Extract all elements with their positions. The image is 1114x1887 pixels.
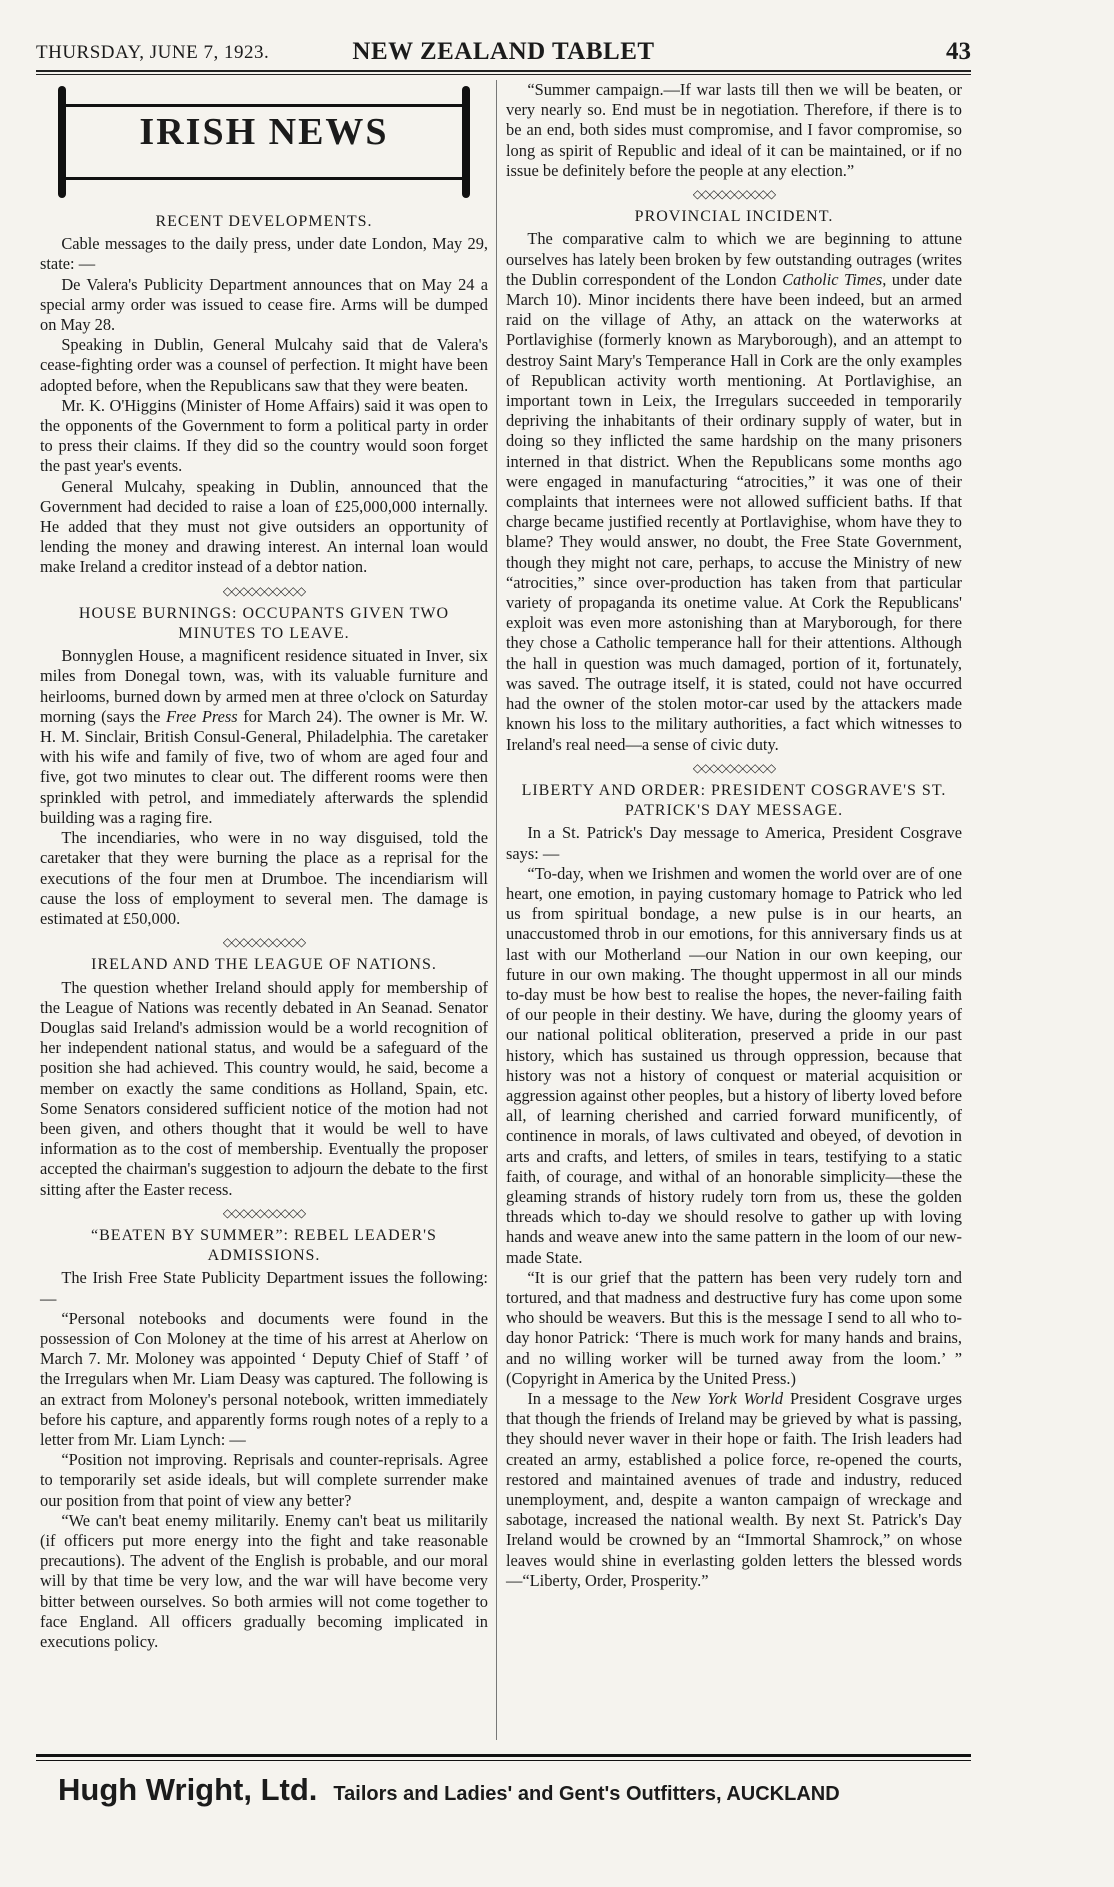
ornament-divider: ◇◇◇◇◇◇◇◇◇◇ (222, 583, 306, 598)
advertisement-footer (58, 1772, 988, 1812)
ornament-divider: ◇◇◇◇◇◇◇◇◇◇ (692, 187, 776, 202)
ornament-divider: ◇◇◇◇◇◇◇◇◇◇ (692, 760, 776, 775)
article-paragraph: “Personal notebooks and documents were found in the possession of Con Moloney at the time of his arrest at Aherlow on March 7. Mr. Moloney was appointed ‘ Deputy Chief of Staff ’ of the Irregulars when Mr. Liam Deasy was captured. The following is an extract from Moloney's personal notebook, written immediately before his capture, and apparently forms rough notes of a reply to a letter from Mr. Liam Lynch: — (40, 1308, 488, 1449)
article-paragraph: Cable messages to the daily press, under date London, May 29, state: — (40, 234, 488, 274)
masthead-rule-thin (36, 74, 971, 75)
right-column (506, 80, 962, 1591)
article-heading: HOUSE BURNINGS: OCCUPANTS GIVEN TWO MINUTES TO LEAVE. (78, 604, 450, 643)
masthead-rule (36, 70, 971, 72)
ornament-divider: ◇◇◇◇◇◇◇◇◇◇ (222, 1205, 306, 1220)
article-paragraph: De Valera's Publicity Department announces that on May 24 a special army order was issued to cease fire. Arms will be dumped on May 28. (40, 274, 488, 335)
issue-date: THURSDAY, JUNE 7, 1923. (36, 42, 270, 63)
article-paragraph: Speaking in Dublin, General Mulcahy said that de Valera's cease-fighting order was a counsel of perfection. It might have been adopted before, when the Republicans saw that they were beaten. (40, 335, 488, 395)
publication-name: New York World (671, 1389, 784, 1408)
article-paragraph: In a St. Patrick's Day message to America, President Cosgrave says: — (506, 823, 962, 863)
publication-title: NEW ZEALAND TABLET (352, 38, 655, 65)
article-paragraph: “To-day, when we Irishmen and women the world over are of one heart, one emotion, in paying customary homage to Patrick who led us from spiritual bondage, a new pulse is in our hearts, an unaccustomed throb in our emotions, for this anniversary finds us at last with our Motherland —our Nation in our own keeping, our future in our own making. The thought uppermost in all our minds to-day must be how best to realise the hopes, the never-failing faith of our people in their destiny. We have, during the gloomy years of our national political obliteration, preserved a pride in our past history, which has sustained us through oppression, because that history was not a history of conquest or material acquisition or aggression against other peoples, but a history of liberty loved before all, of learning cherished and carried forward munificently, of continence in morals, of laws cultivated and obeyed, of devotion in arts and crafts, and letters, of smiles in tears, testifying to a static faith, of courage, and withal of an honorable simplicity—these the gleaming strands of history rudely torn from us, these the golden threads which to-day we should resolve to gather up with loving hands and weave anew into the same pattern in the loom of our new-made State. (506, 863, 962, 1267)
article-heading: RECENT DEVELOPMENTS. (155, 213, 373, 230)
article-heading: PROVINCIAL INCIDENT. (634, 208, 834, 226)
article-paragraph: In a message to the New York World President Cosgrave urges that though the friends of Ireland may be grieved by what is passing, they should never waver in their hope or faith. The Irish leaders had created an army, established a police force, re-opened the courts, restored and maintained avenues of trade and industry, reduced unemployment, and, despite a wanton campaign of wreckage and sabotage, increased the national wealth. By next St. Patrick's Day Ireland would be crowned by an “Immortal Shamrock,” on whose leaves would shine in everlasting golden letters the blessed words—“Liberty, Order, Prosperity.” (506, 1389, 963, 1590)
publication-name: Catholic Times (782, 269, 883, 289)
article-paragraph: “Summer campaign.—If war lasts till then we will be beaten, or very nearly so. End must be in negotiation. Therefore, if there is to be an end, both sides must compromise, and I favor compromise, so long as spirit of Republic and ideal of it can be maintained, or if no issue be definitely before the people at any election.” (506, 80, 962, 180)
page-number: 43 (946, 38, 971, 65)
article-paragraph: The comparative calm to which we are beginning to attune ourselves has lately been broken by few outstanding outrages (writes the Dublin correspondent of the London Catholic Times, under date March 10). Minor incidents there have been indeed, but an armed raid on the village of Athy, an attack on the waterworks at Portlavighise (formerly known as Maryborough), and an attempt to destroy Saint Mary's Temperance Hall in Cork are the only examples of Republican activity worth mentioning. At Portlavighise, an important town in Leix, the Irregulars succeeded in temporarily depriving the inhabitants of their ordinary supply of water, but in doing so they inflicted the same hardship on the many prisoners interned in that district. When the Republicans some months ago were engaged in manufacturing “atrocities,” it was one of their complaints that internees were not allowed sufficient baths. If that charge became justified recently at Portlavighise, whom have they to blame? They would answer, no doubt, the Free State Government, though they might not care, perhaps, to accuse the Ministry of new “atrocities,” since over-production has taken from that particular variety of propaganda its onetime value. At Cork the Republicans' exploit was even more astonishing than at Maryborough, for there they chose a Catholic temperance hall for their attentions. Although the hall in question was much damaged, portion of it, fortunately, was saved. The outrage itself, it is stated, could not have occurred had the owner of the stolen motor-car used by the attackers made known his loss to the military authorities, a fact which witnesses to Ireland's real need—a sense of civic duty. (506, 229, 962, 754)
article-paragraph: General Mulcahy, speaking in Dublin, announced that the Government had decided to raise a loan of £25,000,000 internally. He added that they must not give outsiders an opportunity of lending the money and drawing interest. An internal loan would make Ireland a creditor instead of a debtor nation. (40, 476, 488, 577)
article-heading: “BEATEN BY SUMMER”: REBEL LEADER'S ADMISSIONS. (91, 1226, 437, 1265)
advertiser-tagline: Tailors and Ladies' and Gent's Outfitters, AUCKLAND (333, 1783, 840, 1805)
article-paragraph: “Position not improving. Reprisals and counter-reprisals. Agree to temporarily set aside ideals, but will complete surrender make our position from that point of view any better? (40, 1450, 488, 1510)
advertiser-name: Hugh Wright, Ltd. (58, 1772, 318, 1807)
left-column (40, 80, 488, 1652)
column-divider (496, 80, 497, 1740)
section-banner (40, 86, 488, 198)
article-paragraph: The Irish Free State Publicity Department issues the following: — (40, 1268, 488, 1308)
article-paragraph: “It is our grief that the pattern has been very rudely torn and tortured, and that madness and destructive fury has come upon some who should be weavers. But this is the message I send to all who to-day honor Patrick: ‘There is much work for many hands and brains, and no willing worker will be turned away from the loom.’ ” (Copyright in America by the United Press.) (506, 1267, 962, 1388)
masthead (36, 34, 971, 74)
article-paragraph: Mr. K. O'Higgins (Minister of Home Affairs) said it was open to the opponents of the Government to form a political party in order to press their claims. If they did so the country would soon forget the past year's events. (40, 395, 488, 476)
footer-rule (36, 1754, 971, 1757)
banner-title: IRISH NEWS (139, 111, 389, 153)
ornament-divider: ◇◇◇◇◇◇◇◇◇◇ (222, 935, 306, 950)
article-heading: IRELAND AND THE LEAGUE OF NATIONS. (91, 956, 437, 974)
article-paragraph: “We can't beat enemy militarily. Enemy can't beat us militarily (if officers put more energy into the fight and take reasonable precautions). The advent of the English is probable, and our moral will by that time be very low, and the war will have become very bitter between ourselves. So both armies will not come together to face England. All officers gradually becoming implicated in executions policy. (40, 1510, 488, 1652)
article-paragraph: Bonnyglen House, a magnificent residence situated in Inver, six miles from Donegal town, was, with its valuable furniture and heirlooms, burned down by armed men at three o'clock on Saturday morning (says the Free Press for March 24). The owner is Mr. W. H. M. Sinclair, British Consul-General, Philadelphia. The caretaker with his wife and family of five, two of whom are aged four and five, got two minutes to clear out. The different rooms were then sprinkled with petrol, and immediately afterwards the splendid building was a raging fire. (40, 646, 489, 827)
article-paragraph: The incendiaries, who were in no way disguised, told the caretaker that they were burning the place as a reprisal for the executions of the four men at Drumboe. The incendiarism will cause the loss of employment to several men. The damage is estimated at £50,000. (40, 828, 488, 928)
footer-rule-thin (36, 1760, 971, 1761)
publication-name: Free Press (165, 706, 238, 726)
article-paragraph: The question whether Ireland should apply for membership of the League of Nations was recently debated in An Seanad. Senator Douglas said Ireland's admission would be a world recognition of her independent national status, and would be a safeguard of the position she had achieved. This country would, he said, become a member on exactly the same conditions as Holland, Spain, etc. Some Senators considered sufficient notice of the motion had not been given, and others thought that it would be well to have information as to the cost of membership. Eventually the proposer accepted the chairman's suggestion to adjourn the debate to the first sitting after the Easter recess. (40, 977, 488, 1199)
article-heading: LIBERTY AND ORDER: PRESIDENT COSGRAVE'S ST. PATRICK'S DAY MESSAGE. (521, 781, 947, 820)
